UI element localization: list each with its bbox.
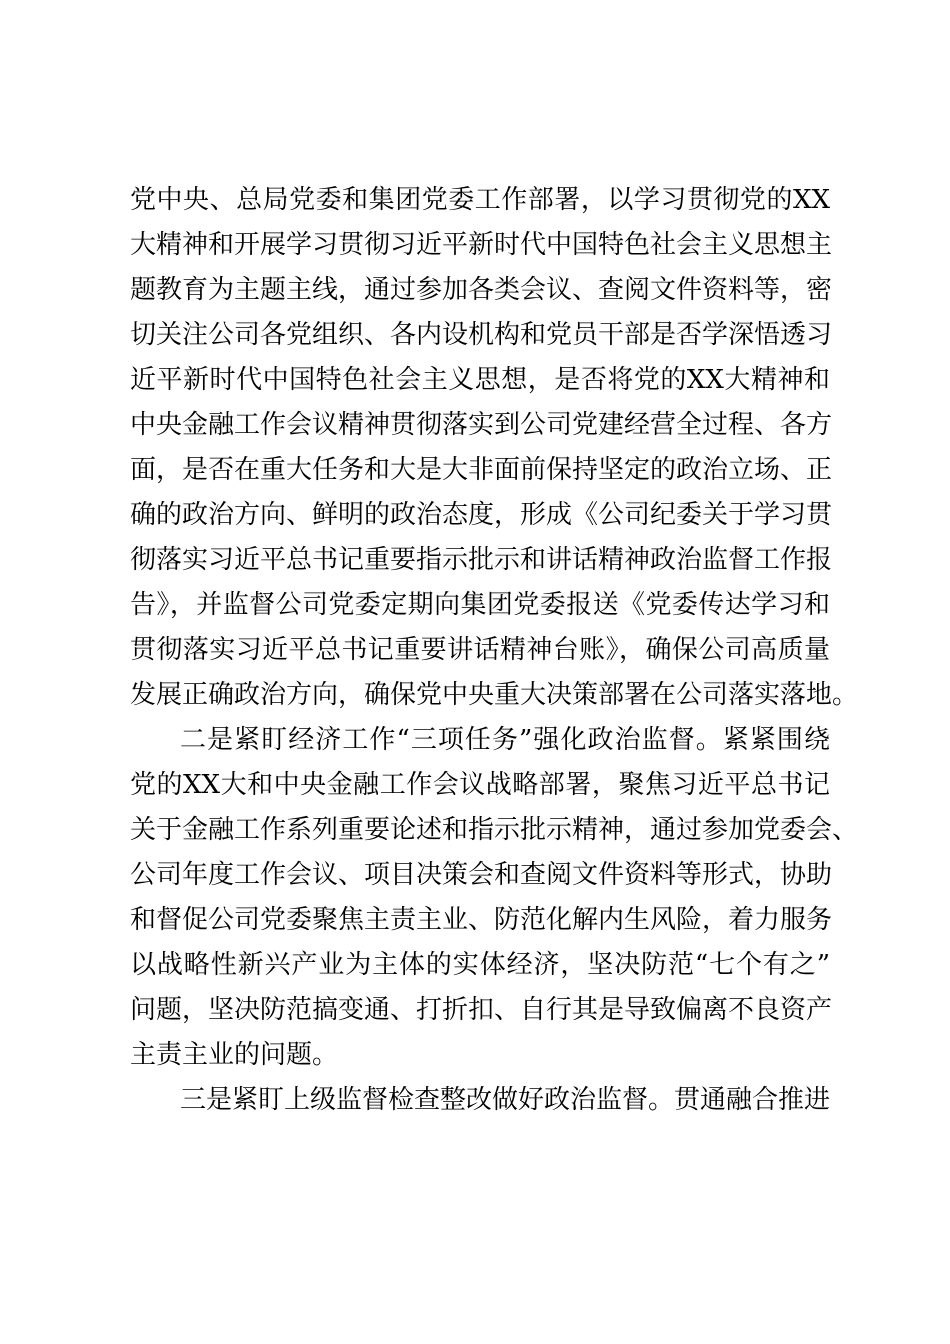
text-line: 和督促公司党委聚焦主责主业、防范化解内生风险，着力服务	[130, 905, 833, 935]
text-line: 告》，并监督公司党委定期向集团党委报送《党委传达学习和	[130, 590, 830, 620]
text-line: 主责主业的问题。	[130, 1040, 339, 1070]
text-line: 关于金融工作系列重要论述和指示批示精神，通过参加党委会、	[130, 815, 859, 845]
text-line: 发展正确政治方向，确保党中央重大决策部署在公司落实落地。	[130, 680, 859, 710]
text-line: 彻落实习近平总书记重要指示批示和讲话精神政治监督工作报	[130, 545, 833, 575]
text-line: 中央金融工作会议精神贯彻落实到公司党建经营全过程、各方	[130, 410, 833, 440]
text-line: 问题，坚决防范搞变通、打折扣、自行其是导致偏离不良资产	[130, 995, 833, 1025]
text-line: 党中央、总局党委和集团党委工作部署，以学习贯彻党的XX	[130, 185, 830, 215]
paragraph-start-line: 三是紧盯上级监督检查整改做好政治监督。贯通融合推进	[180, 1085, 831, 1115]
document-body	[130, 178, 859, 1123]
text-line: 题教育为主题主线，通过参加各类会议、查阅文件资料等，密	[130, 275, 833, 305]
text-line: 大精神和开展学习贯彻习近平新时代中国特色社会主义思想主	[130, 230, 833, 260]
text-line: 公司年度工作会议、项目决策会和查阅文件资料等形式，协助	[130, 860, 833, 890]
text-line: 近平新时代中国特色社会主义思想，是否将党的XX大精神和	[130, 365, 830, 395]
text-line: 切关注公司各党组织、各内设机构和党员干部是否学深悟透习	[130, 320, 833, 350]
paragraph-start-line: 二是紧盯经济工作“三项任务”强化政治监督。紧紧围绕	[180, 725, 830, 755]
text-line: 以战略性新兴产业为主体的实体经济，坚决防范“七个有之”	[130, 950, 830, 980]
text-line: 面，是否在重大任务和大是大非面前保持坚定的政治立场、正	[130, 455, 833, 485]
text-line: 贯彻落实习近平总书记重要讲话精神台账》，确保公司高质量	[130, 635, 830, 665]
text-line: 确的政治方向、鲜明的政治态度，形成《公司纪委关于学习贯	[130, 500, 833, 530]
text-line: 党的XX大和中央金融工作会议战略部署，聚焦习近平总书记	[130, 770, 830, 800]
